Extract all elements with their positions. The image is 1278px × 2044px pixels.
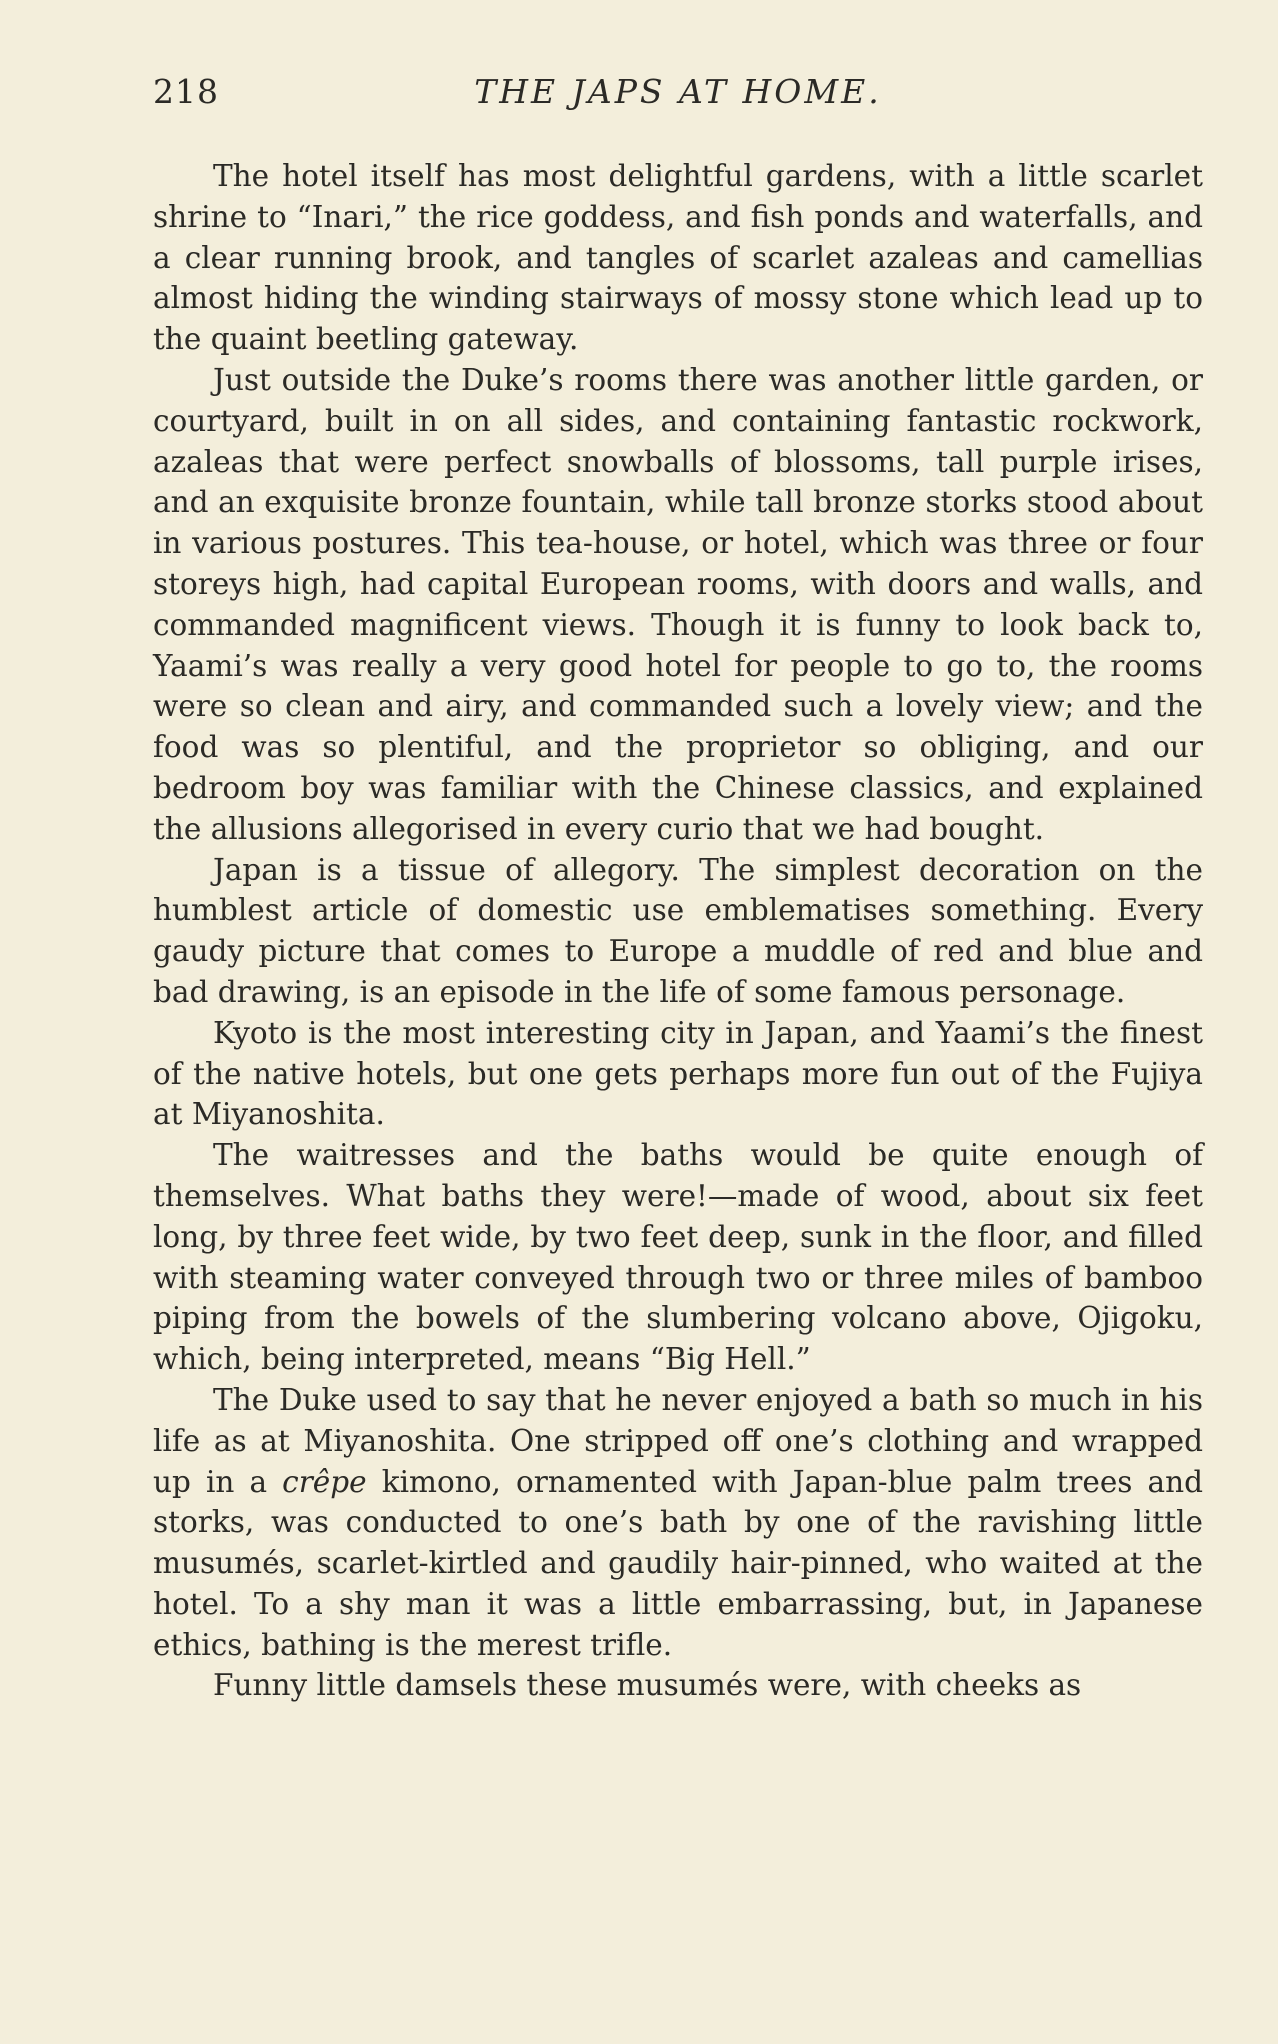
paragraph: Kyoto is the most interesting city in Japan, and Yaami’s the finest of the native hotels, but one gets perhaps more fun out of the Fujiya at Miyanoshita.: [153, 1015, 1203, 1132]
page-number: 218: [153, 72, 219, 111]
paragraph-text: kimono, ornamented with Japan-blue palm trees and storks, was conducted to one’s bath by one of the ravishing little musumés, scarlet-kirtled and gaudily hair-pinned, who waited at the hotel. To a shy man it was a little embarrassing, but, in Japanese ethics, bathing is the merest trifle.: [153, 1464, 1203, 1662]
italic-word: crêpe: [282, 1464, 367, 1499]
paragraph: Japan is a tissue of allegory. The simplest decoration on the humblest article of domestic use emblematises something. Every gaudy picture that comes to Europe a muddle of red and blue and bad drawing, is an episode in the life of some famous personage.: [153, 852, 1203, 1009]
paragraph: [153, 1380, 1203, 1666]
paragraph: The waitresses and the baths would be quite enough of themselves. What baths they were!—made of wood, about six feet long, by three feet wide, by two feet deep, sunk in the floor, and filled with steaming water conveyed through two or three miles of bamboo piping from the bowels of the slumbering volcano above, Ojigoku, which, being interpreted, means “Big Hell.”: [153, 1138, 1203, 1377]
book-page: [153, 72, 1203, 1706]
paragraph-text: The Duke used to say that he never enjoyed a bath so much in his life as at Miyanoshita. One stripped off one’s clothing and wrapped up in a: [153, 1382, 1203, 1499]
paragraph: Funny little damsels these musumés were, with cheeks as: [213, 1668, 1082, 1703]
paragraph: Just outside the Duke’s rooms there was another little garden, or courtyard, built in on all sides, and containing fantastic rockwork, azaleas that were perfect snowballs of blossoms, tall purple irises, and an exquisite bronze fountain, while tall bronze storks stood about in various postures. This tea-house, or hotel, which was three or four storeys high, had capital European rooms, with doors and walls, and commanded magnificent views. Though it is funny to look back to, Yaami’s was really a very good hotel for people to go to, the rooms were so clean and airy, and commanded such a lovely view; and the food was so plentiful, and the proprietor so obliging, and our bedroom boy was familiar with the Chinese classics, and explained the allusions allegorised in every curio that we had bought.: [153, 362, 1203, 846]
paragraph: The hotel itself has most delightful gardens, with a little scarlet shrine to “Inari,” the rice goddess, and fish ponds and waterfalls, and a clear running brook, and tangles of scarlet azaleas and camellias almost hiding the winding stairways of mossy stone which lead up to the quaint beetling gateway.: [153, 159, 1203, 357]
body-text: [153, 156, 1203, 1706]
page-header: [153, 72, 1203, 116]
running-title: THE JAPS AT HOME.: [474, 72, 882, 111]
